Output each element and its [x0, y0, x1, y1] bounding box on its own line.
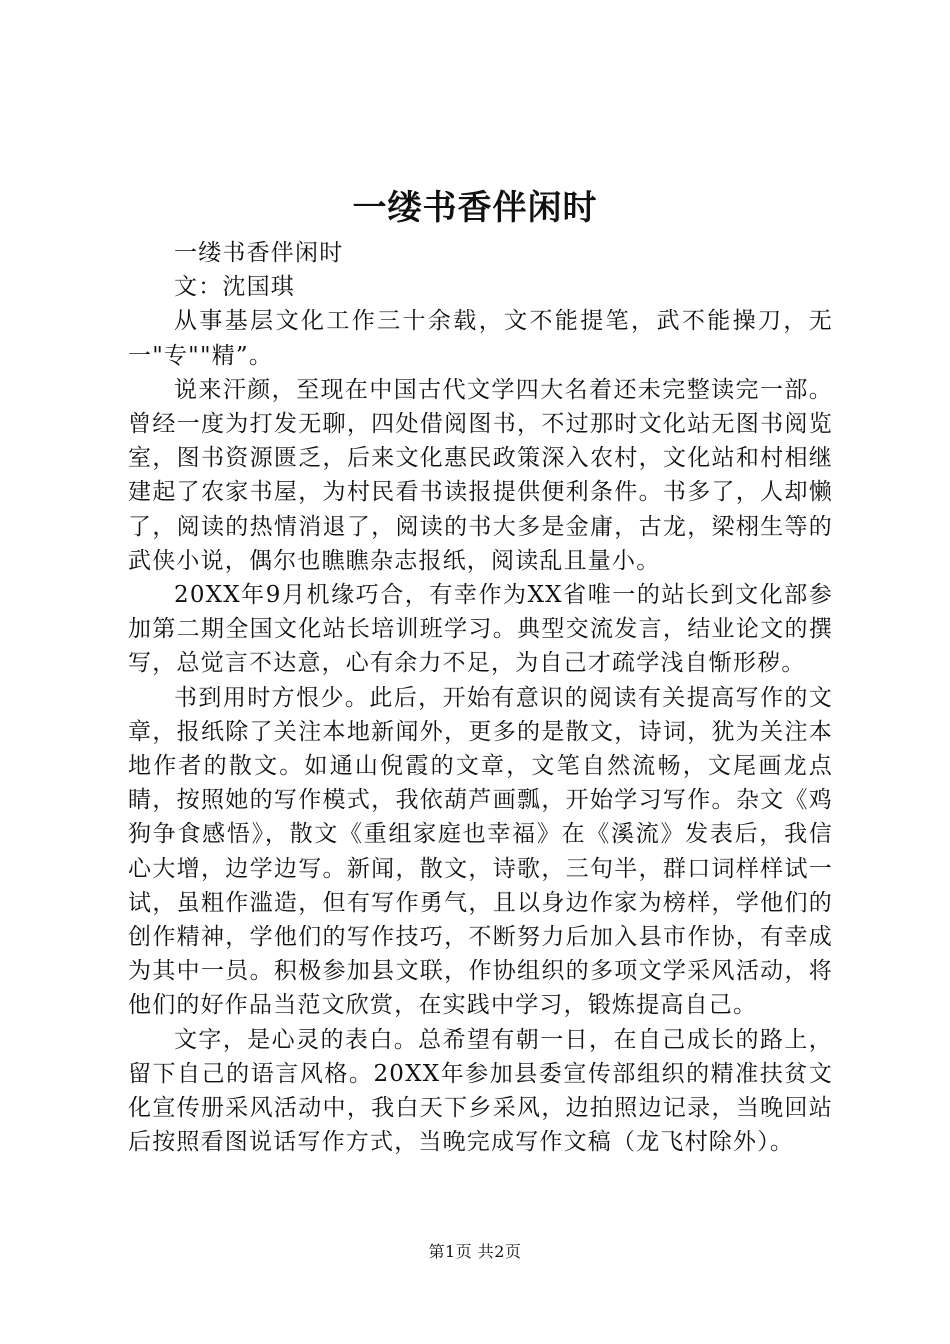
document-body — [128, 236, 833, 1159]
paragraph: 书到用时方恨少。此后，开始有意识的阅读有关提高写作的文章，报纸除了关注本地新闻外，更多的是散文，诗词，犹为关注本地作者的散文。如通山倪霞的文章，文笔自然流畅，文尾画龙点睛，按照她的写作模式，我依葫芦画瓢，开始学习写作。杂文《鸡狗争食感悟》，散文《重组家庭也幸福》在《溪流》发表后，我信心大增，边学边写。新闻，散文，诗歌，三句半，群口词样样试一试，虽粗作滥造，但有写作勇气，且以身边作家为榜样，学他们的创作精神，学他们的写作技巧，不断努力后加入县市作协，有幸成为其中一员。积极参加县文联，作协组织的多项文学采风活动，将他们的好作品当范文欣赏，在实践中学习，锻炼提高自己。 — [128, 684, 833, 1019]
document-title: 一缕书香伴闲时 — [352, 188, 598, 228]
paragraph: 20XX年9月机缘巧合，有幸作为XX省唯一的站长到文化部参加第二期全国文化站长培训班学习。典型交流发言，结业论文的撰写，总觉言不达意，心有余力不足，为自己才疏学浅自惭形秽。 — [128, 582, 833, 677]
paragraph-subtitle: 一缕书香伴闲时 — [174, 240, 344, 266]
page-number-footer: 第1页 共2页 — [428, 1242, 522, 1261]
paragraph-author: 文：沈国琪 — [174, 274, 295, 301]
paragraph: 文字，是心灵的表白。总希望有朝一日，在自己成长的路上，留下自己的语言风格。20XX年参加县委宣传部组织的精准扶贫文化宣传册采风活动中，我白天下乡采风，边拍照边记录，当晚回站后按照看图说话写作方式，当晚完成写作文稿（龙飞村除外）。 — [128, 1026, 833, 1156]
paragraph: 说来汗颜，至现在中国古代文学四大名着还未完整读完一部。曾经一度为打发无聊，四处借阅图书，不过那时文化站无图书阅览室，图书资源匮乏，后来文化惠民政策深入农村，文化站和村相继建起了农家书屋，为村民看书读报提供便利条件。书多了，人却懒了，阅读的热情消退了，阅读的书大多是金庸，古龙，梁栩生等的武侠小说，偶尔也瞧瞧杂志报纸，阅读乱且量小。 — [128, 376, 833, 574]
paragraph: 从事基层文化工作三十余载，文不能提笔，武不能操刀，无一"专""精”。 — [128, 308, 833, 369]
